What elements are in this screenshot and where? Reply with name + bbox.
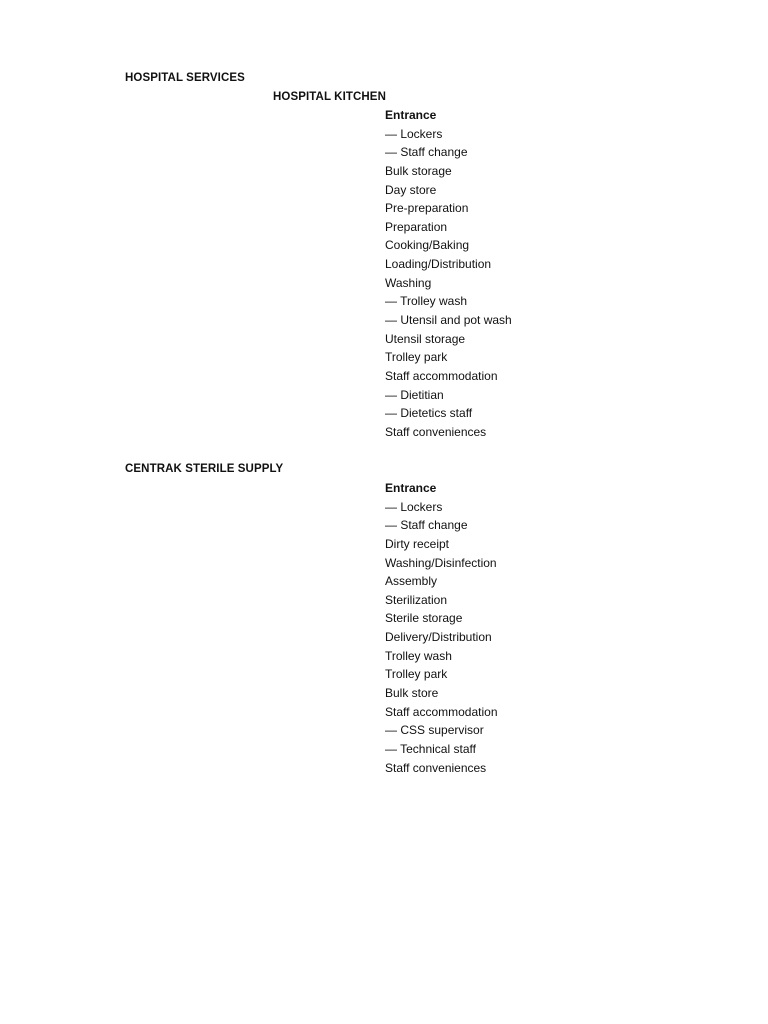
list-item: — Staff change	[385, 145, 468, 160]
list-item: — Technical staff	[385, 741, 476, 756]
list-item: Staff conveniences	[385, 424, 487, 439]
list-item: — Dietitian	[385, 387, 444, 402]
list-item: Preparation	[385, 219, 448, 234]
section-heading-central-sterile-supply: CENTRAK STERILE SUPPLY	[125, 463, 284, 475]
list-item: Trolley wash	[385, 648, 452, 663]
list-item: Washing/Disinfection	[385, 555, 497, 570]
list-item: Delivery/Distribution	[385, 630, 492, 645]
list-item: — Lockers	[385, 126, 443, 141]
list-item: Pre-preparation	[385, 201, 469, 216]
list-item: Bulk store	[385, 686, 439, 701]
list-item: Staff accommodation	[385, 704, 498, 719]
list-item: Trolley park	[385, 667, 448, 682]
list-item: Entrance	[385, 481, 437, 495]
list-item: — Trolley wash	[385, 294, 468, 309]
list-item: Loading/Distribution	[385, 257, 492, 272]
list-item: Trolley park	[385, 350, 448, 365]
list-item: — Dietetics staff	[385, 406, 473, 421]
list-item: Sterile storage	[385, 611, 463, 626]
list-item: Staff accommodation	[385, 368, 498, 383]
list-item: Washing	[385, 275, 432, 290]
list-item: Entrance	[385, 108, 437, 122]
list-item: Utensil storage	[385, 331, 466, 346]
central-sterile-supply-list	[385, 481, 498, 779]
list-item: Dirty receipt	[385, 536, 450, 551]
list-item: — Utensil and pot wash	[385, 313, 512, 328]
list-item: Cooking/Baking	[385, 238, 470, 253]
section-heading-hospital-kitchen: HOSPITAL KITCHEN	[273, 91, 386, 103]
list-item: — CSS supervisor	[385, 723, 484, 738]
list-item: — Staff change	[385, 518, 468, 533]
document-title: HOSPITAL SERVICES	[125, 72, 245, 84]
list-item: — Lockers	[385, 499, 443, 514]
list-item: Day store	[385, 182, 437, 197]
list-item: Bulk storage	[385, 163, 452, 178]
list-item: Staff conveniences	[385, 760, 487, 775]
list-item: Sterilization	[385, 592, 448, 607]
hospital-kitchen-list	[385, 108, 512, 444]
list-item: Assembly	[385, 574, 438, 589]
